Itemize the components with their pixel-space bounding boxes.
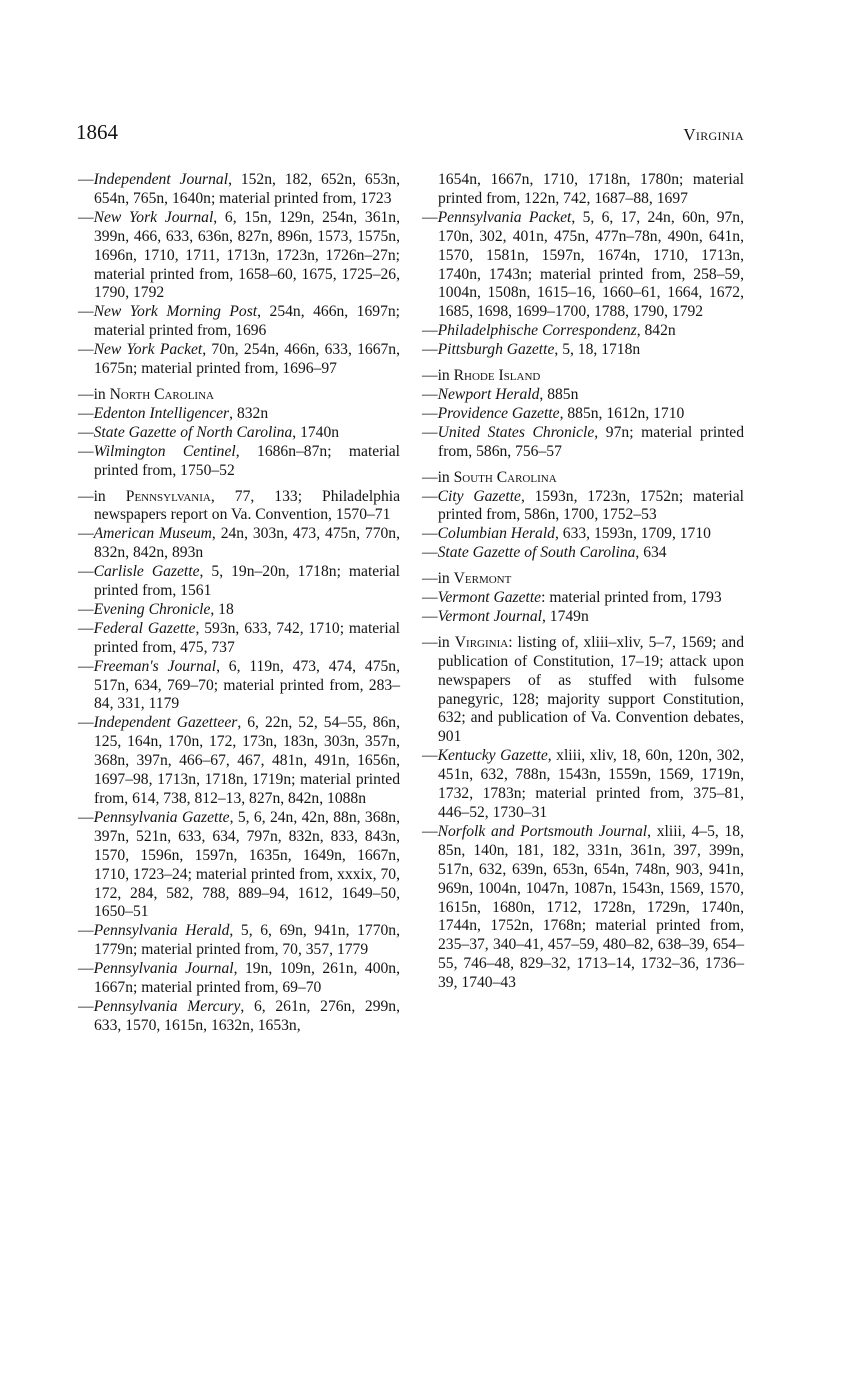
entry-references: , 6, 119n, 473, 474, 475n, 517n, 634, 769–70; material printed from, 283–84, 331, 1179 [94, 657, 400, 713]
entry-references: , 70n, 254n, 466n, 633, 1667n, 1675n; material printed from, 1696–97 [94, 341, 400, 378]
index-entry: —Providence Gazette, 885n, 1612n, 1710 [422, 404, 685, 422]
entry-references: , 18 [210, 600, 234, 618]
running-title: Virginia [683, 125, 744, 144]
newspaper-title: Wilmington Centinel [93, 442, 236, 460]
entry-references: : listing of, xliii–xliv, 5–7, 1569; and publication of Constitution, 17–19; attack upon newspapers of as stuffed with fulsome panegyric, 128; majority support Constitution, 632; and publication of Va. Convention debates, 901 [438, 633, 744, 746]
entry-references: : material printed from, 1793 [541, 589, 722, 607]
index-entry: —State Gazette of South Carolina, 634 [422, 544, 667, 562]
newspaper-title: State Gazette of South Carolina [437, 544, 636, 562]
entry-references: , 5, 6, 24n, 42n, 88n, 368n, 397n, 521n, 633, 634, 797n, 832n, 833, 843n, 1570, 1596n, 1597n, 1635n, 1649n, 1667n, 1710, 1723–24; material printed from, xxxix, 70, 172, 284, 582, 788, 889–94, 1612, 1649–50, 1650–51 [94, 808, 400, 921]
entry-references: , 885n, 1612n, 1710 [559, 404, 685, 422]
index-entry: —Pennsylvania Mercury, 6, 261n, 276n, 299n, 633, 1570, 1615n, 1632n, 1653n, [78, 997, 401, 1034]
newspaper-title: Independent Journal [93, 171, 229, 188]
entry-references: , 5, 6, 69n, 941n, 1770n, 1779n; material printed from, 70, 357, 1779 [94, 922, 400, 959]
index-entry: —Carlisle Gazette, 5, 19n–20n, 1718n; material printed from, 1561 [78, 563, 400, 600]
entry-references: , 6, 15n, 129n, 254n, 361n, 399n, 466, 633, 636n, 827n, 896n, 1573, 1575n, 1696n, 1710, 1711, 1713n, 1723n, 1726n–27n; material printed from, 1658–60, 1675, 1725–26, 1790, 1792 [94, 208, 400, 302]
index-subheading: —in Vermont [422, 570, 512, 588]
index-entry: —Evening Chronicle, 18 [78, 600, 234, 618]
index-entry: —State Gazette of North Carolina, 1740n [78, 423, 340, 441]
newspaper-title: Independent Gazetteer [93, 714, 238, 732]
index-entry: —Newport Herald, 885n [422, 385, 579, 403]
index-column-left [78, 171, 400, 1036]
entry-references: , 1686n–87n; material printed from, 1750–52 [94, 442, 400, 479]
newspaper-title: Norfolk and Portsmouth Journal [437, 822, 648, 840]
entry-references: , 6, 261n, 276n, 299n, 633, 1570, 1615n, 1632n, 1653n, [94, 997, 401, 1034]
index-subheading: —in North Carolina [78, 385, 214, 403]
index-entry: —Wilmington Centinel, 1686n–87n; material printed from, 1750–52 [78, 442, 400, 479]
entry-prefix: in [93, 385, 110, 403]
index-subheading: —in Pennsylvania, 77, 133; Philadelphia newspapers report on Va. Convention, 1570–71 [78, 487, 401, 524]
newspaper-title: Columbian Herald [437, 525, 555, 543]
newspaper-title: Kentucky Gazette [437, 747, 548, 765]
state-name: Pennsylvania [125, 487, 211, 505]
entry-references: , 97n; material printed from, 586n, 756–57 [438, 423, 744, 460]
index-subheading: —in Virginia: listing of, xliii–xliv, 5–7, 1569; and publication of Constitution, 17–19; attack upon newspapers of as stuffed with fulsome panegyric, 128; majority support Constitution, 632; and publication of Va. Convention debates, 901 [422, 633, 744, 746]
newspaper-title: City Gazette [437, 487, 521, 505]
newspaper-title: Pennsylvania Packet [437, 208, 572, 226]
newspaper-title: United States Chronicle [437, 423, 595, 441]
index-entry: —Vermont Journal, 1749n [422, 607, 589, 625]
state-name: South Carolina [453, 468, 557, 486]
index-entry: —New York Journal, 6, 15n, 129n, 254n, 361n, 399n, 466, 633, 636n, 827n, 896n, 1573, 1575n, 1696n, 1710, 1711, 1713n, 1723n, 1726n–27n; material printed from, 1658–60, 1675, 1725–26, 1790, 1792 [78, 208, 400, 302]
entry-references: , 6, 22n, 52, 54–55, 86n, 125, 164n, 170n, 172, 173n, 183n, 303n, 357n, 368n, 397n, 466–67, 467, 481n, 491n, 1656n, 1697–98, 1713n, 1718n, 1719n; material printed from, 614, 738, 812–13, 827n, 842n, 1088n [94, 714, 401, 807]
newspaper-title: American Museum [93, 525, 212, 543]
newspaper-title: New York Packet [93, 341, 203, 359]
entry-references: , 1593n, 1723n, 1752n; material printed from, 586n, 1700, 1752–53 [438, 487, 744, 524]
entry-references: , 593n, 633, 742, 1710; material printed from, 475, 737 [94, 619, 400, 656]
entry-references: 1654n, 1667n, 1710, 1718n, 1780n; material printed from, 122n, 742, 1687–88, 1697 [438, 171, 744, 207]
entry-references: , 885n [539, 385, 579, 403]
state-name: Vermont [453, 570, 512, 588]
newspaper-title: Providence Gazette [437, 404, 560, 422]
index-entry: —Pennsylvania Journal, 19n, 109n, 261n, 400n, 1667n; material printed from, 69–70 [78, 960, 400, 997]
entry-references: , 634 [635, 544, 667, 562]
entry-prefix: in [437, 468, 454, 486]
entry-references: , 254n, 466n, 1697n; material printed from, 1696 [94, 303, 400, 340]
newspaper-title: New York Morning Post [93, 303, 258, 321]
index-entry: —Pittsburgh Gazette, 5, 18, 1718n [422, 341, 641, 359]
entry-references: , xliii, xliv, 18, 60n, 120n, 302, 451n, 632, 788n, 1543n, 1559n, 1569, 1719n, 1732, 1783n; material printed from, 375–81, 446–52, 1730–31 [438, 747, 744, 821]
index-entry: —Independent Gazetteer, 6, 22n, 52, 54–55, 86n, 125, 164n, 170n, 172, 173n, 183n, 303n, 357n, 368n, 397n, 466–67, 467, 481n, 491n, 1656n, 1697–98, 1713n, 1718n, 1719n; material printed from, 614, 738, 812–13, 827n, 842n, 1088n [78, 714, 401, 807]
entry-references: , 5, 18, 1718n [554, 341, 641, 359]
entry-references: , 842n [636, 322, 676, 340]
page-header [76, 120, 744, 154]
newspaper-title: Newport Herald [437, 385, 540, 403]
index-entry: —City Gazette, 1593n, 1723n, 1752n; material printed from, 586n, 1700, 1752–53 [422, 487, 744, 524]
entry-prefix: in [437, 367, 454, 385]
entry-references: , 832n [229, 404, 269, 422]
entry-references: , 633, 1593n, 1709, 1710 [554, 525, 711, 543]
index-entry: —Pennsylvania Packet, 5, 6, 17, 24n, 60n, 97n, 170n, 302, 401n, 475n, 477n–78n, 490n, 641n, 1570, 1581n, 1597n, 1674n, 1710, 1713n, 1740n, 1743n; material printed from, 258–59, 1004n, 1508n, 1615–16, 1660–61, 1664, 1672, 1685, 1698, 1699–1700, 1788, 1790, 1792 [422, 208, 744, 321]
index-entry: —New York Morning Post, 254n, 466n, 1697n; material printed from, 1696 [78, 303, 400, 340]
entry-prefix: in [437, 633, 455, 651]
newspaper-title: New York Journal [93, 208, 214, 226]
entry-references: , 19n, 109n, 261n, 400n, 1667n; material printed from, 69–70 [94, 960, 400, 997]
index-entry: —Pennsylvania Gazette, 5, 6, 24n, 42n, 88n, 368n, 397n, 521n, 633, 634, 797n, 832n, 833, 843n, 1570, 1596n, 1597n, 1635n, 1649n, 1667n, 1710, 1723–24; material printed from, xxxix, 70, 172, 284, 582, 788, 889–94, 1612, 1649–50, 1650–51 [78, 808, 400, 921]
index-column-right [422, 171, 744, 993]
state-name: Rhode Island [453, 367, 541, 385]
index-entry: —Columbian Herald, 633, 1593n, 1709, 1710 [422, 525, 711, 543]
index-entry: —Norfolk and Portsmouth Journal, xliii, 4–5, 18, 85n, 140n, 181, 182, 331n, 361n, 397, 399n, 517n, 632, 639n, 653n, 654n, 748n, 903, 941n, 969n, 1004n, 1047n, 1087n, 1543n, 1569, 1570, 1615n, 1680n, 1712, 1728n, 1729n, 1740n, 1744n, 1752n, 1768n; material printed from, 235–37, 340–41, 457–59, 480–82, 638–39, 654–55, 746–48, 829–32, 1713–14, 1732–36, 1736–39, 1740–43 [422, 822, 744, 992]
entry-references: , 5, 19n–20n, 1718n; material printed from, 1561 [94, 563, 400, 600]
index-entry: —United States Chronicle, 97n; material printed from, 586n, 756–57 [422, 423, 744, 460]
index-entry: —New York Packet, 70n, 254n, 466n, 633, 1667n, 1675n; material printed from, 1696–97 [78, 341, 400, 378]
newspaper-title: Edenton Intelligencer [93, 404, 230, 422]
index-entry: —American Museum, 24n, 303n, 473, 475n, 770n, 832n, 842n, 893n [78, 525, 400, 562]
newspaper-title: Vermont Journal [437, 607, 542, 625]
state-name: Virginia [454, 633, 509, 651]
entry-prefix: in [93, 487, 126, 505]
index-entry: —Pennsylvania Herald, 5, 6, 69n, 941n, 1770n, 1779n; material printed from, 70, 357, 1779 [78, 922, 400, 959]
index-entry: —Edenton Intelligencer, 832n [78, 404, 269, 422]
page-number: 1864 [76, 120, 118, 144]
newspaper-title: Federal Gazette [93, 619, 196, 637]
index-entry: —Independent Journal, 152n, 182, 652n, 653n, 654n, 765n, 1640n; material printed from, 1723 [78, 171, 401, 207]
index-entry: —Freeman's Journal, 6, 119n, 473, 474, 475n, 517n, 634, 769–70; material printed from, 283–84, 331, 1179 [78, 657, 400, 713]
newspaper-title: State Gazette of North Carolina [93, 423, 293, 441]
newspaper-title: Vermont Gazette [437, 589, 542, 607]
entry-prefix: in [437, 570, 454, 588]
entry-references: , 152n, 182, 652n, 653n, 654n, 765n, 1640n; material printed from, 1723 [94, 171, 401, 207]
entry-references: , 24n, 303n, 473, 475n, 770n, 832n, 842n, 893n [94, 525, 400, 562]
newspaper-title: Pennsylvania Mercury [93, 997, 241, 1015]
entry-references: , 5, 6, 17, 24n, 60n, 97n, 170n, 302, 401n, 475n, 477n–78n, 490n, 641n, 1570, 1581n, 1597n, 1674n, 1710, 1713n, 1740n, 1743n; material printed from, 258–59, 1004n, 1508n, 1615–16, 1660–61, 1664, 1672, 1685, 1698, 1699–1700, 1788, 1790, 1792 [438, 208, 744, 321]
entry-references: , xliii, 4–5, 18, 85n, 140n, 181, 182, 331n, 361n, 397, 399n, 517n, 632, 639n, 653n, 654n, 748n, 903, 941n, 969n, 1004n, 1047n, 1087n, 1543n, 1569, 1570, 1615n, 1680n, 1712, 1728n, 1729n, 1740n, 1744n, 1752n, 1768n; material printed from, 235–37, 340–41, 457–59, 480–82, 638–39, 654–55, 746–48, 829–32, 1713–14, 1732–36, 1736–39, 1740–43 [438, 822, 744, 992]
index-entry: —Vermont Gazette: material printed from, 1793 [422, 589, 722, 607]
newspaper-title: Freeman's Journal [93, 657, 217, 675]
newspaper-title: Pittsburgh Gazette [437, 341, 555, 359]
newspaper-title: Carlisle Gazette [93, 563, 200, 581]
newspaper-title: Pennsylvania Herald [93, 922, 230, 940]
entry-references: , 1749n [541, 607, 589, 625]
index-entry: —Federal Gazette, 593n, 633, 742, 1710; material printed from, 475, 737 [78, 619, 400, 656]
newspaper-title: Philadelphische Correspondenz [437, 322, 637, 340]
newspaper-title: Pennsylvania Gazette [93, 808, 230, 826]
newspaper-title: Pennsylvania Journal [93, 960, 234, 978]
index-subheading: —in Rhode Island [422, 367, 541, 385]
index-entry [422, 171, 744, 209]
index-entry: —Philadelphische Correspondenz, 842n [422, 322, 676, 340]
index-entry: —Kentucky Gazette, xliii, xliv, 18, 60n, 120n, 302, 451n, 632, 788n, 1543n, 1559n, 1569, 1719n, 1732, 1783n; material printed from, 375–81, 446–52, 1730–31 [422, 747, 744, 821]
newspaper-title: Evening Chronicle [93, 600, 211, 618]
entry-references: , 77, 133; Philadelphia newspapers report on Va. Convention, 1570–71 [94, 487, 401, 524]
index-subheading: —in South Carolina [422, 468, 557, 486]
entry-references: , 1740n [292, 423, 340, 441]
state-name: North Carolina [109, 385, 214, 403]
